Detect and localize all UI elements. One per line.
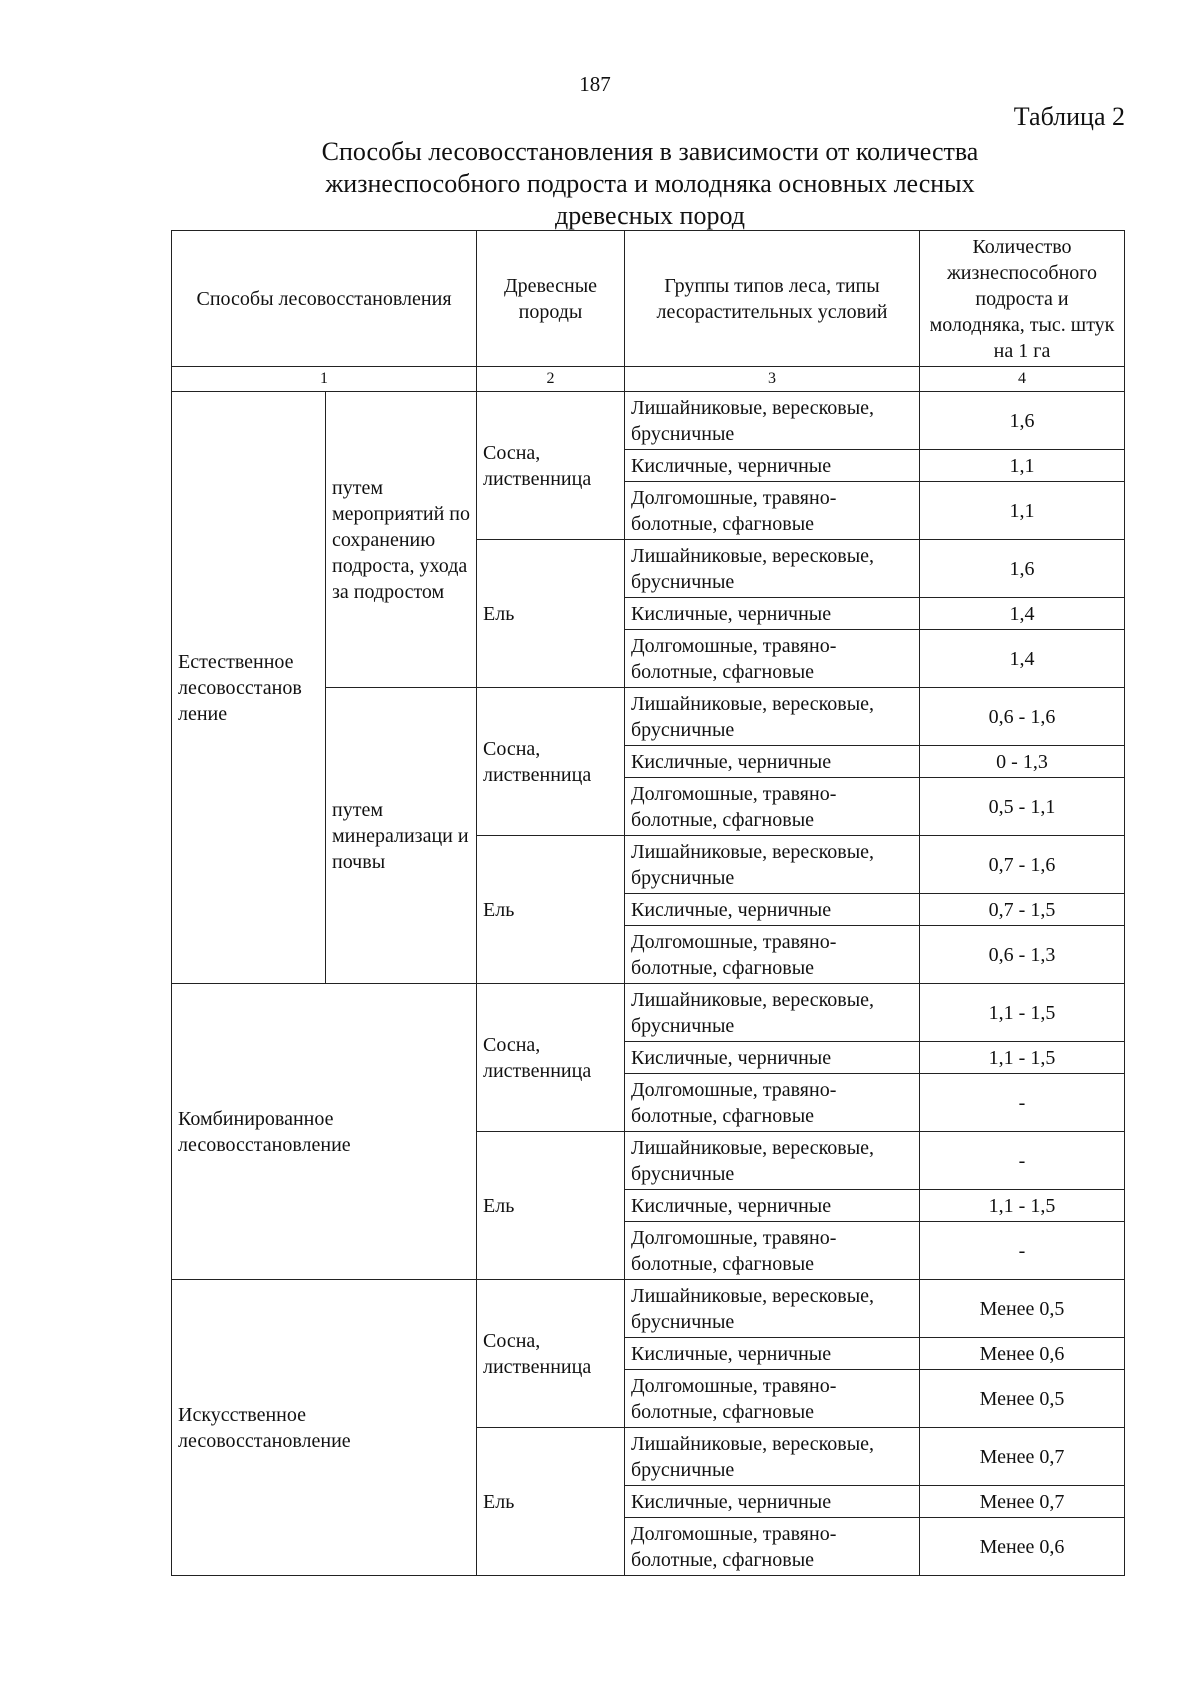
method-natural: Естественное лесовосстанов ление <box>172 392 326 984</box>
quantity-value: Менее 0,5 <box>920 1280 1125 1338</box>
species-spruce: Ель <box>477 836 625 984</box>
column-number: 4 <box>920 367 1125 392</box>
quantity-value: Менее 0,6 <box>920 1338 1125 1370</box>
table-row <box>172 1280 1125 1338</box>
forest-type: Лишайниковые, вересковые, брусничные <box>625 836 920 894</box>
forest-type: Лишайниковые, вересковые, брусничные <box>625 688 920 746</box>
quantity-value: 1,6 <box>920 540 1125 598</box>
forest-type: Кисличные, черничные <box>625 598 920 630</box>
forest-type: Долгомошные, травяно-болотные, сфагновые <box>625 1074 920 1132</box>
title-line: Способы лесовосстановления в зависимости от количества <box>321 137 979 166</box>
column-number: 2 <box>477 367 625 392</box>
quantity-value: 1,1 - 1,5 <box>920 1190 1125 1222</box>
reforestation-table <box>171 230 1125 1576</box>
header-methods: Способы лесовосстановления <box>172 231 477 367</box>
submethod-mineralization: путем минерализаци и почвы <box>326 688 477 984</box>
forest-type: Кисличные, черничные <box>625 746 920 778</box>
quantity-value: - <box>920 1132 1125 1190</box>
column-number: 1 <box>172 367 477 392</box>
forest-type: Кисличные, черничные <box>625 1042 920 1074</box>
quantity-value: 0,5 - 1,1 <box>920 778 1125 836</box>
table-row <box>172 984 1125 1042</box>
quantity-value: 0,6 - 1,3 <box>920 926 1125 984</box>
species-pine: Сосна, лиственница <box>477 392 625 540</box>
forest-type: Долгомошные, травяно-болотные, сфагновые <box>625 778 920 836</box>
header-species: Древесные породы <box>477 231 625 367</box>
forest-type: Кисличные, черничные <box>625 1486 920 1518</box>
page-number: 187 <box>579 72 611 96</box>
quantity-value: Менее 0,7 <box>920 1428 1125 1486</box>
title-line: жизнеспособного подроста и молодняка основных лесных <box>325 169 975 198</box>
quantity-value: 1,1 <box>920 450 1125 482</box>
species-spruce: Ель <box>477 1428 625 1576</box>
forest-type: Кисличные, черничные <box>625 1338 920 1370</box>
quantity-value: 1,1 - 1,5 <box>920 984 1125 1042</box>
forest-type: Лишайниковые, вересковые, брусничные <box>625 540 920 598</box>
forest-type: Кисличные, черничные <box>625 894 920 926</box>
header-quantity: Количество жизнеспособного подроста и молодняка, тыс. штук на 1 га <box>920 231 1125 367</box>
column-number-row <box>172 367 1125 392</box>
title-line: древесных пород <box>555 201 745 230</box>
forest-type: Лишайниковые, вересковые, брусничные <box>625 1132 920 1190</box>
method-combined: Комбинированное лесовосстановление <box>172 984 477 1280</box>
quantity-value: 1,4 <box>920 598 1125 630</box>
column-number: 3 <box>625 367 920 392</box>
forest-type: Лишайниковые, вересковые, брусничные <box>625 1280 920 1338</box>
quantity-value: - <box>920 1222 1125 1280</box>
table-header-row <box>172 231 1125 367</box>
header-forest-types: Группы типов леса, типы лесорастительных условий <box>625 231 920 367</box>
species-pine: Сосна, лиственница <box>477 1280 625 1428</box>
forest-type: Долгомошные, травяно-болотные, сфагновые <box>625 630 920 688</box>
quantity-value: - <box>920 1074 1125 1132</box>
forest-type: Лишайниковые, вересковые, брусничные <box>625 392 920 450</box>
forest-type: Лишайниковые, вересковые, брусничные <box>625 984 920 1042</box>
forest-type: Долгомошные, травяно-болотные, сфагновые <box>625 926 920 984</box>
forest-type: Долгомошные, травяно-болотные, сфагновые <box>625 1222 920 1280</box>
quantity-value: 1,1 <box>920 482 1125 540</box>
forest-type: Кисличные, черничные <box>625 1190 920 1222</box>
quantity-value: 0 - 1,3 <box>920 746 1125 778</box>
species-spruce: Ель <box>477 540 625 688</box>
quantity-value: 0,6 - 1,6 <box>920 688 1125 746</box>
forest-type: Кисличные, черничные <box>625 450 920 482</box>
method-artificial: Искусственное лесовосстановление <box>172 1280 477 1576</box>
quantity-value: 1,4 <box>920 630 1125 688</box>
forest-type: Долгомошные, травяно-болотные, сфагновые <box>625 482 920 540</box>
table-label: Таблица 2 <box>1013 102 1125 131</box>
species-pine: Сосна, лиственница <box>477 984 625 1132</box>
forest-type: Долгомошные, травяно-болотные, сфагновые <box>625 1370 920 1428</box>
quantity-value: 0,7 - 1,6 <box>920 836 1125 894</box>
quantity-value: 0,7 - 1,5 <box>920 894 1125 926</box>
forest-type: Лишайниковые, вересковые, брусничные <box>625 1428 920 1486</box>
table-row <box>172 392 1125 450</box>
table-title <box>180 136 1120 232</box>
species-pine: Сосна, лиственница <box>477 688 625 836</box>
species-spruce: Ель <box>477 1132 625 1280</box>
submethod-preservation: путем мероприятий по сохранению подроста, ухода за подростом <box>326 392 477 688</box>
quantity-value: Менее 0,5 <box>920 1370 1125 1428</box>
quantity-value: Менее 0,7 <box>920 1486 1125 1518</box>
quantity-value: Менее 0,6 <box>920 1518 1125 1576</box>
forest-type: Долгомошные, травяно-болотные, сфагновые <box>625 1518 920 1576</box>
quantity-value: 1,1 - 1,5 <box>920 1042 1125 1074</box>
quantity-value: 1,6 <box>920 392 1125 450</box>
